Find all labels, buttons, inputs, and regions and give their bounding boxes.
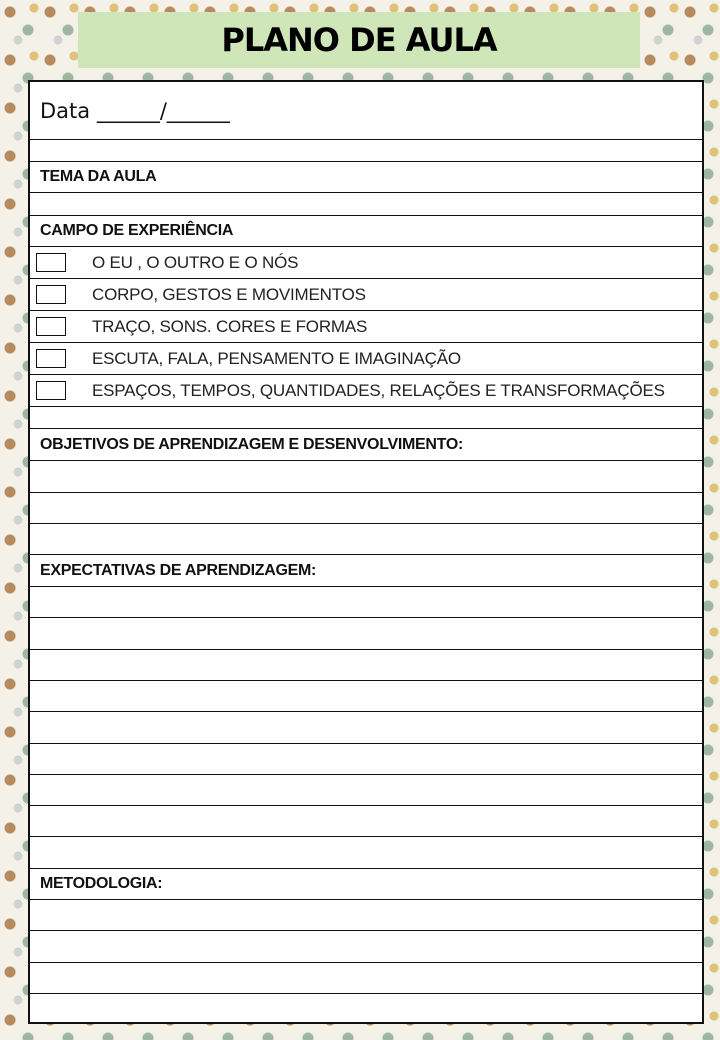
title-band <box>78 12 640 68</box>
option-label: CORPO, GESTOS E MOVIMENTOS <box>92 284 366 304</box>
date-label: Data ______/______ <box>40 98 230 123</box>
writing-line[interactable] <box>30 806 702 837</box>
writing-line[interactable] <box>30 744 702 775</box>
option-label: ESCUTA, FALA, PENSAMENTO E IMAGINAÇÃO <box>92 348 461 368</box>
option-row-1[interactable] <box>30 247 702 279</box>
lesson-plan-sheet <box>28 80 704 1024</box>
writing-line[interactable] <box>30 775 702 806</box>
tema-answer-line[interactable] <box>30 193 702 216</box>
metodologia-row <box>30 869 702 900</box>
blank-line[interactable] <box>30 140 702 162</box>
option-row-5[interactable] <box>30 375 702 407</box>
writing-line[interactable] <box>30 618 702 650</box>
writing-line[interactable] <box>30 493 702 524</box>
section-campo: CAMPO DE EXPERIÊNCIA <box>40 222 234 239</box>
writing-line[interactable] <box>30 524 702 555</box>
checkbox[interactable] <box>36 349 66 368</box>
writing-line[interactable] <box>30 994 702 1022</box>
tema-row <box>30 162 702 193</box>
writing-line[interactable] <box>30 712 702 744</box>
checkbox[interactable] <box>36 285 66 304</box>
checkbox[interactable] <box>36 317 66 336</box>
writing-line[interactable] <box>30 650 702 681</box>
section-metodologia: METODOLOGIA: <box>40 875 163 892</box>
writing-line[interactable] <box>30 837 702 869</box>
writing-line[interactable] <box>30 963 702 994</box>
writing-line[interactable] <box>30 900 702 931</box>
section-expectativas: EXPECTATIVAS DE APRENDIZAGEM: <box>40 561 317 579</box>
expectativas-row <box>30 555 702 587</box>
blank-line[interactable] <box>30 407 702 429</box>
option-row-3[interactable] <box>30 311 702 343</box>
page-title: PLANO DE AULA <box>221 21 497 59</box>
date-row[interactable] <box>30 82 702 140</box>
section-tema: TEMA DA AULA <box>40 168 157 185</box>
section-objetivos: OBJETIVOS DE APRENDIZAGEM E DESENVOLVIMENTO: <box>40 435 464 453</box>
option-label: ESPAÇOS, TEMPOS, QUANTIDADES, RELAÇÕES E TRANSFORMAÇÕES <box>92 380 665 400</box>
option-label: O EU , O OUTRO E O NÓS <box>92 252 299 272</box>
option-row-4[interactable] <box>30 343 702 375</box>
writing-line[interactable] <box>30 931 702 963</box>
objetivos-row <box>30 429 702 461</box>
option-label: TRAÇO, SONS. CORES E FORMAS <box>92 316 368 336</box>
checkbox[interactable] <box>36 253 66 272</box>
checkbox[interactable] <box>36 381 66 400</box>
writing-line[interactable] <box>30 587 702 618</box>
writing-line[interactable] <box>30 461 702 493</box>
writing-line[interactable] <box>30 681 702 712</box>
option-row-2[interactable] <box>30 279 702 311</box>
campo-row <box>30 216 702 247</box>
